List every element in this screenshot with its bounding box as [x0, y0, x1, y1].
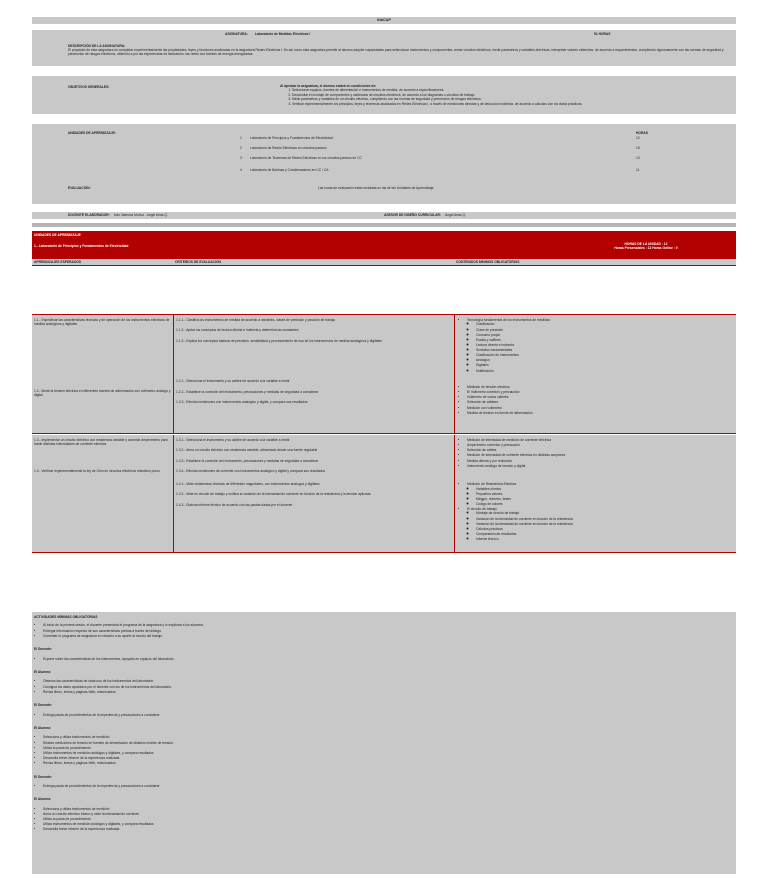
- unit-header: [32, 231, 736, 259]
- content-subitem: ◦ Lectura directa e indirecta: [476, 343, 734, 347]
- content-item: [467, 507, 734, 542]
- criterion: 1.2.3.- Efectúa mediciones con instrumentos analógico y digital, y compara sus resultados: [176, 400, 308, 405]
- activity-item: • Entrega pauta de procedimientos de la experiencia y precauciones a considerar: [43, 713, 734, 717]
- expected-learning-cell: [32, 435, 174, 552]
- content-subitem: ◦ Clase de precisión: [476, 328, 734, 332]
- content-subitem: ◦ Megger, ohmetro, tester: [476, 497, 734, 501]
- contents-list: [458, 385, 734, 415]
- criterion: 1.4.1.- Mide resistencias ohmicas de diferentes magnitudes, con instrumentos análogos y digitales: [176, 481, 320, 486]
- content-text: El circuito de trabajo: [467, 507, 497, 511]
- activity-item: • Utiliza instrumentos de medición análogos y digitales, y compara resultados: [43, 751, 734, 755]
- expected-learning: 1.2.- Medir la tensión eléctrica en diferentes fuentes de alimentación con voltímetro análogo y digital: [34, 388, 171, 398]
- criterion: 1.1.3.- Explica los conceptos básicos de precisión, sensibilidad y procesamiento de uso de los instrumentos de medida analógicos y digitales: [176, 338, 382, 343]
- content-item: • Medida de tensión en fuente de alimentación: [467, 411, 734, 415]
- institution-header: [32, 17, 736, 24]
- activity-item: • Entrega pauta de procedimientos de la experiencia y precauciones a considerar: [43, 784, 734, 788]
- contents-list: [458, 482, 734, 541]
- content-item: • Medición con voltímetro: [467, 406, 734, 410]
- activity-item: • Utiliza la pauta de procedimiento: [43, 746, 734, 750]
- unit-name: Laboratorio de Principios y Fundamentos de Electricidad: [250, 136, 333, 140]
- activity-role-heading: El Alumno:: [34, 670, 52, 674]
- objectives-content: [280, 84, 730, 106]
- unit-name: Laboratorio de Teoremas de Redes Eléctricas en los circuitos pasivos en CC: [250, 156, 362, 160]
- unit-num: 3: [240, 156, 242, 160]
- activity-list: [34, 807, 734, 832]
- activity-item: • Comentar el programa de asignatura en relación a su aporte al mundo del trabajo.: [43, 634, 734, 638]
- content-item: • Instrumento análogo de tensión y digital: [467, 464, 734, 468]
- activity-item: • Selecciona y utiliza instrumentos de medición: [43, 807, 734, 811]
- expected-learning-cell: [32, 315, 174, 434]
- content-item: • Medida directa y por reducción: [467, 459, 734, 463]
- activity-item: • Realiza mediciones de tensión en fuentes de alimentación de distintos niveles de tensión.: [43, 741, 734, 745]
- unit-num: 2: [240, 146, 242, 150]
- criterion: 1.4.3.- Elabora informe técnico de acuerdo con las pautas dadas por el docente: [176, 502, 293, 507]
- content-subitem: ◦ Cálculos prácticos: [476, 527, 734, 531]
- subject-hours: 51 HORAS: [594, 32, 611, 36]
- activity-item: • Al inicio de la primera sesión, el docente presentará el programa de la asignatura y lo explicará a los alumnos.: [43, 623, 734, 627]
- objective-item: 1. Seleccionar equipos, fuentes de alimentación e instrumentos de medida, de acuerdo a especificaciones.: [292, 88, 730, 92]
- description-title: DESCRIPCIÓN DE LA ASIGNATURA:: [68, 44, 126, 48]
- criteria-cell: [174, 315, 455, 434]
- unit-header-title: UNIDADES DE APRENDIZAJE: [34, 233, 81, 237]
- content-item: • El Voltímetro conexión y precaución: [467, 390, 734, 394]
- unit-header-name: 1.- Laboratorio de Principios y Fundamentos de Electricidad: [34, 244, 129, 248]
- content-item: • Voltímetro de varios calibres: [467, 395, 734, 399]
- content-text: Tecnología fundamental de los instrumentos de medidas:: [467, 318, 551, 322]
- objectives-list: [280, 88, 730, 106]
- activity-item: • Utiliza la pauta de procedimiento: [43, 817, 734, 821]
- subject-block: [32, 30, 736, 66]
- activity-list: [34, 657, 734, 661]
- content-item: [467, 318, 734, 373]
- authors-bar: [32, 212, 736, 219]
- activity-list: [34, 784, 734, 788]
- content-subitem: ◦ Escala y calibres: [476, 338, 734, 342]
- objectives-label: OBJETIVOS GENERALES:: [68, 85, 110, 89]
- criterion: 1.1.1.- Clasifica los instrumentos de medida de acuerdo a variables, clases de precisión y posición de trabajo: [176, 318, 336, 322]
- col-aprendizajes: APRENDIZAJES ESPERADOS: [34, 260, 82, 264]
- activities-block: [32, 612, 736, 874]
- content-item: • Medición de intensidad de medición de corriente eléctrica: [467, 438, 734, 442]
- subject-value: Laboratorio de Medidas Eléctricas I: [254, 32, 311, 36]
- contents-cell: [458, 438, 734, 542]
- activity-item: • Desarrolla breve informe de la experiencia realizada.: [43, 756, 734, 760]
- activities-title: ACTIVIDADES MÍNIMAS OBLIGATORIAS: [34, 615, 98, 619]
- activities-intro-list: [34, 623, 734, 638]
- content-subitem: ◦ Clasificación: [476, 322, 734, 326]
- subject-line: [225, 32, 310, 36]
- content-subitem: ◦ Clasificación de instrumentos: [476, 353, 734, 357]
- unit-hours-title: HORAS DE LA UNIDAD : 12: [624, 242, 668, 246]
- unit-hours: 13: [636, 156, 640, 160]
- expected-learning: 1.4.- Verificar experimentalmente la ley de Ohm en circuitos eléctricos resistivos puros: [34, 468, 160, 473]
- content-subitem: ◦ Consumo propio: [476, 333, 734, 337]
- activity-item: • Consigna los datos aportados por el docente con los de los instrumentos del laboratorio.: [43, 685, 734, 689]
- content-subitem: ◦ Variables ohmios: [476, 487, 734, 491]
- advisor-label: ASESOR DE DISEÑO CURRICULAR:: [384, 213, 441, 217]
- content-subitem: ◦ Símbolos fundamentales: [476, 348, 734, 352]
- content-subitem: ◦ Variación de la intensidad de corriente en función de la resistencia: [476, 517, 734, 521]
- activity-item: • Entregar información respecto de sus características previas a través del diálogo.: [43, 629, 734, 633]
- column-headers: [32, 259, 736, 266]
- content-subitem: ◦ Digitales: [476, 363, 734, 367]
- unit-num: 1: [240, 136, 242, 140]
- activity-role-heading: El Docente:: [34, 703, 53, 708]
- unit-num: 4: [240, 168, 242, 172]
- content-subitem: ◦ Montaje de circuito de trabajo: [476, 511, 734, 515]
- content-item: [467, 482, 734, 506]
- criterion: 1.2.2.- Establece la conexión del instrumento, precauciones y medidas de seguridad a considerar: [176, 389, 319, 394]
- criterion: 1.1.2.- Aplica los conceptos de lectura directa e indirecta y determina las constantes: [176, 328, 299, 333]
- units-block: [32, 124, 736, 204]
- activity-list: [34, 735, 734, 765]
- units-hours-label: HORAS: [636, 131, 648, 135]
- activity-item: • Expone sobre las características de los instrumentos, apoyado en equipos del laboratorio.: [43, 657, 734, 661]
- table-row: [32, 314, 736, 434]
- unit-hours: 15: [636, 146, 640, 150]
- content-subitem: ◦ Comparación de resultados: [476, 532, 734, 536]
- expected-learning: 1.3.- Implementar un circuito eléctrico con resistencia variable y conectar amperímetro para medir distintas intensidades de corriente eléctrica: [34, 438, 168, 447]
- advisor-line: [384, 213, 466, 217]
- table-row: [32, 435, 736, 553]
- objectives-block: [32, 76, 736, 114]
- contents-list: [458, 318, 734, 373]
- expected-learning: 1.1.- Especificar las características técnicas y de operación de los instrumentos eléctricos de medida analógicos y digitales: [34, 318, 170, 327]
- contents-cell: [458, 318, 734, 416]
- activity-list: [34, 713, 734, 717]
- content-subitem: ◦ Código de colores: [476, 502, 734, 506]
- content-item: • Medición de intensidad de corriente eléctrica en distintas aceptores: [467, 453, 734, 457]
- activity-item: • Revisa libros, textos y páginas Web, relacionados: [43, 690, 734, 694]
- unit-hours-detail: Horas Presenciales : 12 Horas Online : 0: [614, 246, 678, 250]
- content-subitem: ◦ Análogos: [476, 358, 734, 362]
- activity-role-heading: El Docente:: [34, 774, 53, 779]
- institution-name: INACAP: [377, 18, 391, 22]
- activity-item: • Observa las características de cada uno de los instrumentos del laboratorio.: [43, 679, 734, 683]
- evaluation-label: EVALUACIÓN:: [68, 186, 91, 190]
- contents-list: [458, 438, 734, 468]
- criterion: 1.3.3.- Establece la conexión del instrumento, precauciones y medidas de seguridad a considerar: [176, 458, 319, 463]
- col-contenidos: CONTENIDOS MÍNIMOS OBLIGATORIOS: [456, 260, 520, 264]
- criterion: 1.2.1.- Selecciona el instrumento y su calibre de acuerdo a la variable a medir: [176, 379, 290, 384]
- evaluation-text: Las horas de evaluación están incluidas en las de las Unidades de Aprendizaje.: [318, 186, 435, 190]
- activity-role-heading: El Docente:: [34, 647, 53, 652]
- unit-name: Laboratorio de Bobinas y Condensadores en CC / CA: [250, 168, 329, 172]
- col-criterios: CRITERIOS DE EVALUACIÓN: [175, 260, 221, 264]
- criterion: 1.3.4.- Efectúa mediciones de corriente con instrumentos analógico y digital y compara sus resultados: [176, 469, 325, 474]
- activity-item: • Arma un circuito eléctrico básico y mide la intensidad de corriente.: [43, 812, 734, 816]
- content-subitem: ◦ Variación de la intensidad de corriente en función de la resistencia: [476, 522, 734, 526]
- author-label: DOCENTE ELABORADOR:: [68, 213, 110, 217]
- content-subitem: ◦ Informe técnico: [476, 537, 734, 541]
- criterion: 1.4.2.- Mide en circuito de trabajo y verifica la variación de la intensidad de corriente en función de la resistencia y la tensión aplicada: [176, 492, 371, 497]
- criteria-cell: [174, 435, 455, 552]
- content-text: Medición de Resistencia Eléctrica: [467, 482, 517, 487]
- subject-label: ASIGNATURA:: [225, 32, 248, 36]
- units-label: UNIDADES DE APRENDIZAJE:: [68, 131, 116, 135]
- activity-item: • Revisa libros, textos y páginas Web, relacionados: [43, 761, 734, 765]
- unit-hours: 11: [636, 168, 640, 172]
- activity-item: • Desarrolla breve informe de la experiencia realizada.: [43, 827, 734, 831]
- separator-bar: [32, 223, 736, 227]
- content-item: • Selección de calibres: [467, 400, 734, 404]
- criterion: 1.3.2.- Arma un circuito eléctrico con resistencia variable, alimentado desde una fuente regulable: [176, 448, 318, 453]
- activity-item: • Utiliza instrumentos de medición análogos y digitales, y compara resultados: [43, 822, 734, 826]
- author-value: Iván Valencia Muñoz - Angel Arias Q.: [113, 213, 168, 217]
- activity-role-heading: El Alumno:: [34, 797, 52, 802]
- activity-item: • Selecciona y utiliza instrumentos de medición: [43, 735, 734, 739]
- content-subitem: ◦ Multifunción: [476, 369, 734, 373]
- content-subitem: ◦ Pequeños valores: [476, 492, 734, 496]
- description-text: El propósito de esta asignatura es completar experimentalmente las propiedades, leyes y funciones analizadas en la asignatura Redes Eléctricas I. Es así como esta asignatura permite al alumno adquirir capacidades para seleccionar instrumentos y componentes, armar circuitos eléctricos, medir parámetros y variables eléctricas, interpretar valores obtenidos, de acuerdo a requerimientos, cumpliendo rigurosamente con las normas de seguridad y prevención de riesgos eléctricos, obtenido a por las experiencias de laboratorio. las redes con fuentes de energía energizadas.: [68, 48, 724, 57]
- content-item: • Selección de calibre: [467, 448, 734, 452]
- content-item: • Medición de tensión eléctrica: [467, 385, 734, 389]
- objective-item: 4. Verificar experimentalmente los principios, leyes y teoremas analizados en Redes Eléctricas I, a través de mediciones directas y de deducción indirecta, de acuerdo a cálculos con los datos prácticos.: [292, 102, 730, 106]
- objective-item: 3. Medir parámetros y variables de un circuito eléctrico, cumpliendo con las normas de seguridad y prevención de riesgos eléctricos.: [292, 97, 730, 101]
- criterion: 1.3.1.- Selecciona el instrumento y su calibre de acuerdo a la variable a medir: [176, 438, 290, 442]
- objectives-intro: Al aprobar la asignatura, el alumno estará en condiciones de:: [280, 84, 377, 88]
- objective-item: 2. Desarrollar el montaje de componentes y cableados de circuitos eléctricos, de acuerdo a los diagramas o circuitos de trabajo.: [292, 93, 730, 97]
- content-item: • Amperímetro conexión y precaución: [467, 443, 734, 447]
- author-line: [68, 213, 168, 217]
- unit-hours: 12: [636, 136, 640, 140]
- advisor-value: Angel Arias Q.: [444, 213, 466, 217]
- unit-name: Laboratorio de Redes Eléctricas en circuitos pasivos: [250, 146, 327, 150]
- activity-role-heading: El Alumno:: [34, 726, 52, 730]
- activity-list: [34, 679, 734, 694]
